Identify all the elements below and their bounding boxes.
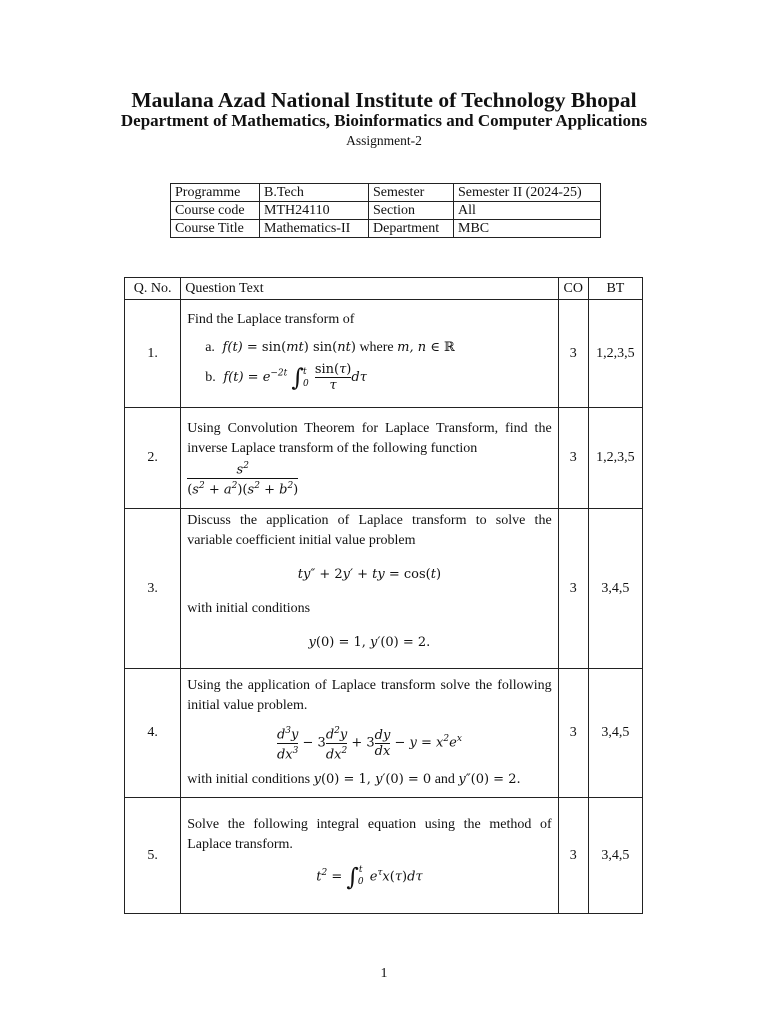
- sub-item-b: [187, 362, 551, 393]
- institute-title: Maulana Azad National Institute of Technology Bhopal: [131, 88, 637, 112]
- course-code-value: MTH24110: [260, 202, 369, 220]
- info-row: [171, 202, 601, 220]
- course-title-label: Course Title: [171, 220, 260, 238]
- math-expression: $\frac{s^2}{(s^2 + a^2)(s^2 + b^2)}$: [187, 461, 299, 497]
- question-intro: Solve the following integral equation using the method of Laplace transform.: [187, 816, 552, 852]
- question-intro: Using Convolution Theorem for Laplace Transform, find the inverse Laplace transform of the following function: [187, 421, 552, 457]
- questions-table: [124, 277, 643, 914]
- semester-value: Semester II (2024-25): [454, 184, 601, 202]
- sub-item-a: [187, 338, 551, 358]
- followup-word: and: [434, 771, 455, 787]
- department-value: MBC: [454, 220, 601, 238]
- math-equation: $t^2$ = ∫ t 0 $e^\tau x(\tau)d\tau$: [316, 862, 423, 891]
- bt-value: 3,4,5: [588, 669, 642, 798]
- department-label: Department: [369, 220, 454, 238]
- assignment-title: Assignment-2: [346, 133, 422, 148]
- question-intro: Using the application of Laplace transform solve the following initial value problem.: [187, 678, 552, 714]
- semester-label: Semester: [369, 184, 454, 202]
- info-row: [171, 184, 601, 202]
- math-equation: y(0) = 1, y′(0) = 2.: [308, 634, 431, 650]
- col-co: CO: [558, 278, 588, 300]
- course-info-table: [170, 183, 601, 238]
- question-number: 4.: [125, 669, 181, 798]
- question-number: 1.: [125, 300, 181, 408]
- bt-value: 1,2,3,5: [588, 300, 642, 408]
- info-row: [171, 220, 601, 238]
- bt-value: 1,2,3,5: [588, 408, 642, 509]
- question-text: [181, 509, 558, 669]
- math-expression: m, n ∈ ℝ: [397, 340, 455, 355]
- col-bt: BT: [588, 278, 642, 300]
- col-question: Question Text: [181, 278, 558, 300]
- item-label: b.: [205, 370, 216, 385]
- question-row: [125, 408, 643, 509]
- table-header-row: [125, 278, 643, 300]
- co-value: 3: [558, 300, 588, 408]
- question-text: [181, 300, 558, 408]
- co-value: 3: [558, 408, 588, 509]
- question-row: [125, 509, 643, 669]
- math-equation: ty″ + 2y′ + ty = cos(t): [297, 566, 442, 582]
- section-label: Section: [369, 202, 454, 220]
- math-expression: $f(t) = e^{-2t}$ ∫ t 0 $\frac{\sin(\tau)}{\tau}$ dτ: [219, 362, 367, 393]
- question-followup: [187, 770, 551, 790]
- item-word: where: [359, 340, 394, 355]
- co-value: 3: [558, 669, 588, 798]
- co-value: 3: [558, 509, 588, 669]
- item-label: a.: [205, 340, 215, 355]
- department-title: Department of Mathematics, Bioinformatics and Computer Applications: [120, 111, 648, 130]
- question-row: [125, 798, 643, 914]
- course-code-label: Course code: [171, 202, 260, 220]
- question-number: 5.: [125, 798, 181, 914]
- question-text: [181, 798, 558, 914]
- course-title-value: Mathematics-II: [260, 220, 369, 238]
- question-followup: with initial conditions: [187, 600, 311, 616]
- math-equation: $\frac{d^3y}{dx^3}$ − 3 $\frac{d^2y}{dx^2}$ + 3 $\frac{dy}{dx}$ − $y = x^2e^x$: [276, 726, 462, 762]
- math-expression: y(0) = 1, y′(0) = 0: [313, 771, 432, 787]
- question-row: [125, 300, 643, 408]
- col-qno: Q. No.: [125, 278, 181, 300]
- section-value: All: [454, 202, 601, 220]
- question-text: [181, 669, 558, 798]
- math-expression: f(t) = sin(mt) sin(nt): [218, 340, 356, 355]
- question-row: [125, 669, 643, 798]
- programme-value: B.Tech: [260, 184, 369, 202]
- page-number: 1: [380, 966, 388, 981]
- math-expression: y″(0) = 2.: [458, 771, 521, 787]
- programme-label: Programme: [171, 184, 260, 202]
- co-value: 3: [558, 798, 588, 914]
- followup-text: with initial conditions: [187, 771, 311, 787]
- question-intro: Find the Laplace transform of: [187, 312, 355, 327]
- bt-value: 3,4,5: [588, 509, 642, 669]
- bt-value: 3,4,5: [588, 798, 642, 914]
- question-intro: Discuss the application of Laplace transform to solve the variable coefficient initial value problem: [187, 512, 552, 548]
- question-number: 3.: [125, 509, 181, 669]
- question-text: [181, 408, 558, 509]
- question-number: 2.: [125, 408, 181, 509]
